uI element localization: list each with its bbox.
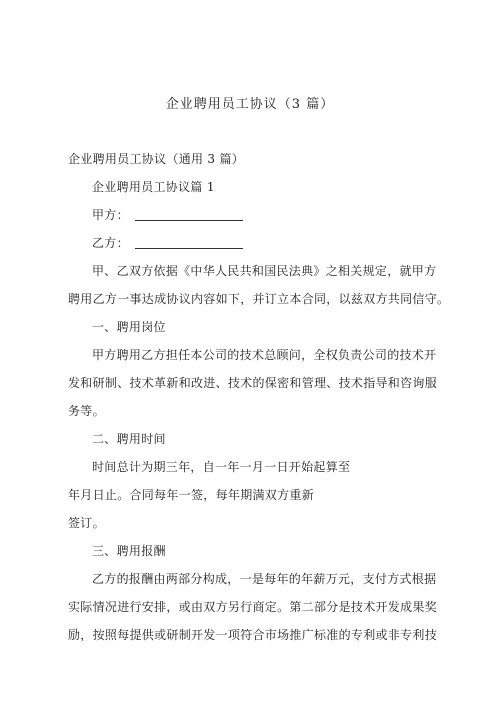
- line-text: 乙方的报酬由两部分构成，一是每年的年薪万元，支付方式根据: [92, 572, 437, 586]
- line-text: 励，按照每提供或研制开发一项符合市场推广标准的专利或非专利技: [68, 628, 438, 642]
- line-text: 二、聘用时间: [92, 432, 166, 446]
- line-text: 聘用乙方一事达成协议内容如下，并订立本合同，以兹双方共同信守。: [68, 292, 450, 306]
- paragraph-line: [68, 285, 460, 313]
- line-text: 实际情况进行安排，或由双方另行商定。第二部分是技术开发成果奖: [68, 600, 438, 614]
- line-text: 发和研制、技术革新和改进、技术的保密和管理、技术指导和咨询服: [68, 376, 438, 390]
- paragraph-line: [68, 537, 460, 565]
- paragraph-line: [68, 593, 460, 621]
- document-title: 企业聘用员工协议（3 篇）: [165, 97, 335, 112]
- line-text: 甲、乙双方依据《中华人民共和国民法典》之相关规定，就甲方: [92, 264, 437, 278]
- paragraph-line: [68, 201, 460, 229]
- paragraph-line: [68, 313, 460, 341]
- paragraph-line: [68, 173, 460, 201]
- line-text: 甲方聘用乙方担任本公司的技术总顾问，全权负责公司的技术开: [92, 348, 437, 362]
- paragraph-line: [68, 229, 460, 257]
- line-text: 三、聘用报酬: [92, 544, 166, 558]
- paragraph-line: [68, 341, 460, 369]
- line-text: 签订。: [68, 516, 105, 530]
- signature-blank-line: [135, 234, 243, 249]
- paragraph-line: [68, 397, 460, 425]
- paragraph-line: [68, 509, 460, 537]
- paragraph-line: [68, 145, 460, 173]
- line-text: 企业聘用员工协议篇 1: [92, 180, 215, 194]
- line-text: 务等。: [68, 404, 105, 418]
- paragraph-line: [68, 369, 460, 397]
- paragraph-line: [68, 621, 460, 649]
- signature-blank-line: [135, 206, 243, 221]
- paragraph-line: [68, 257, 460, 285]
- paragraph-line: [68, 565, 460, 593]
- paragraph-line: [68, 425, 460, 453]
- line-text: 一、聘用岗位: [92, 320, 166, 334]
- line-text: 甲方：: [92, 208, 129, 222]
- line-text: 企业聘用员工协议（通用 3 篇）: [68, 152, 245, 166]
- paragraph-line: [68, 481, 460, 509]
- line-text: 乙方：: [92, 236, 129, 250]
- line-text: 时间总计为期三年，自一年一月一日开始起算至: [92, 460, 351, 474]
- line-text: 年月日止。合同每年一签，每年期满双方重新: [68, 488, 315, 502]
- document-body: [68, 145, 460, 649]
- paragraph-line: [68, 453, 460, 481]
